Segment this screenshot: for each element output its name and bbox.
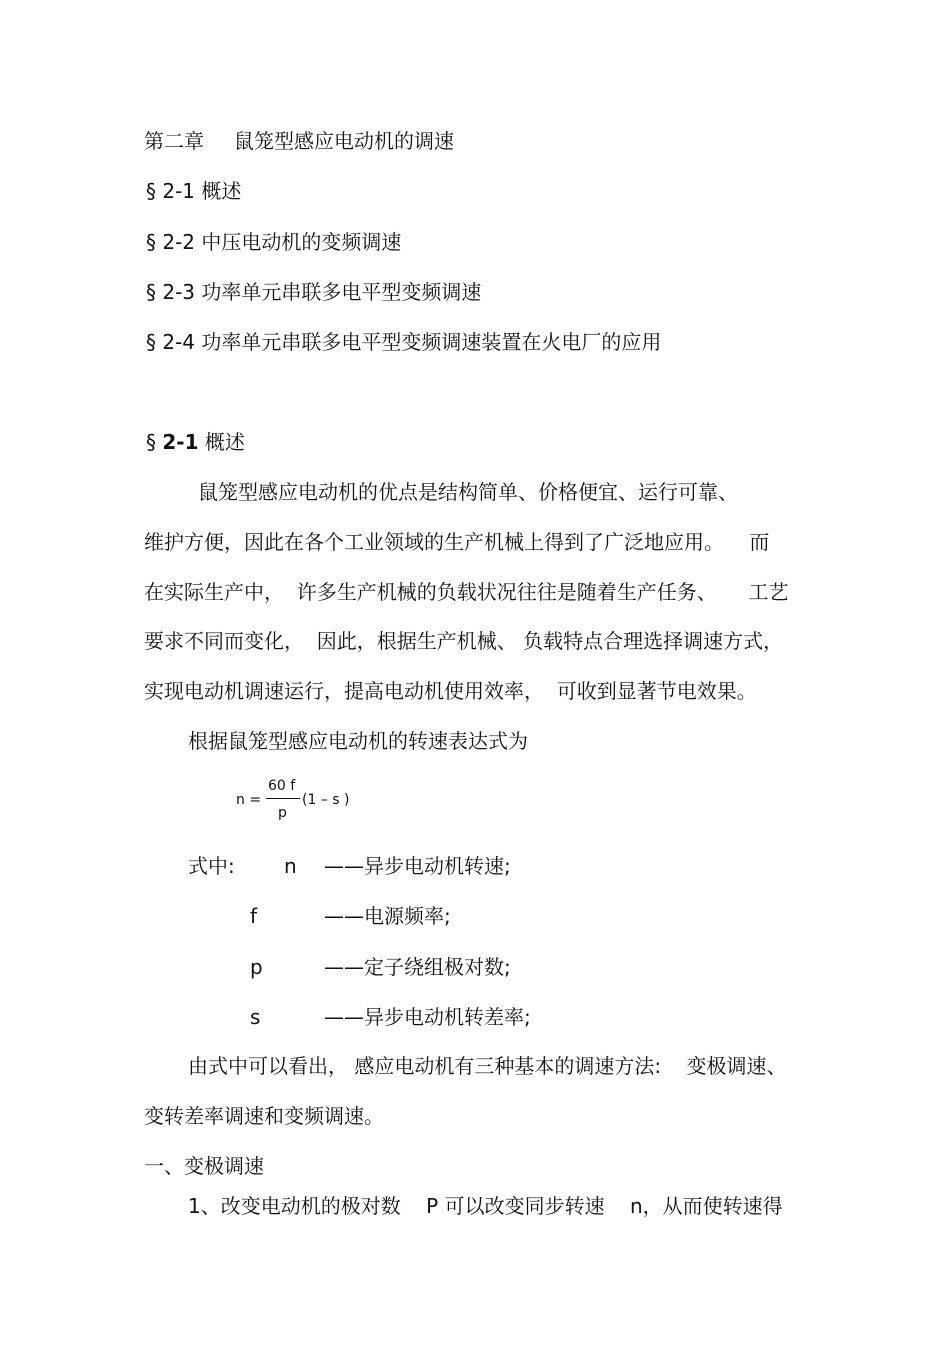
def-symbol: n: [284, 854, 297, 878]
toc-item-2-2: § 2-2 中压电动机的变频调速: [146, 230, 402, 254]
def-description: ——定子绕组极对数;: [324, 955, 511, 979]
chapter-title: 鼠笼型感应电动机的调速: [234, 129, 454, 153]
def-description: ——异步电动机转速;: [324, 854, 511, 878]
paragraph-line: 要求不同而变化， 因此，根据生产机械、 负载特点合理选择调速方式，: [144, 629, 784, 653]
def-symbol: f: [250, 904, 258, 928]
speed-formula: [236, 778, 376, 828]
toc-item-2-1: § 2-1 概述: [146, 179, 242, 203]
formula-denominator: p: [278, 805, 287, 821]
paragraph-line: 1、改变电动机的极对数 P 可以改变同步转速 n，从而使转速得: [188, 1194, 783, 1218]
toc-item-2-3: § 2-3 功率单元串联多电平型变频调速: [146, 280, 482, 304]
chapter-heading: [144, 128, 454, 154]
formula-lhs: n =: [236, 792, 262, 808]
def-description: ——异步电动机转差率;: [324, 1005, 531, 1029]
subsection-heading: 一、变极调速: [144, 1154, 264, 1178]
chapter-label: 第二章: [144, 129, 204, 153]
section-heading: [146, 429, 245, 455]
fraction-bar: [266, 798, 300, 799]
section-number: 2-1: [162, 430, 199, 454]
paragraph-line: 在实际生产中， 许多生产机械的负载状况往往是随着生产任务、 工艺: [144, 580, 789, 604]
section-symbol: §: [146, 430, 163, 454]
definitions-intro: 式中:: [188, 854, 235, 878]
formula-rhs: (1 – s ): [302, 792, 350, 808]
paragraph-line: 鼠笼型感应电动机的优点是结构简单、价格便宜、运行可靠、: [198, 480, 738, 504]
def-description: ——电源频率;: [324, 904, 451, 928]
section-title: 概述: [198, 430, 245, 454]
toc-item-2-4: § 2-4 功率单元串联多电平型变频调速装置在火电厂的应用: [146, 330, 662, 354]
def-symbol: s: [250, 1005, 261, 1029]
formula-numerator: 60 f: [268, 778, 296, 794]
paragraph-line: 实现电动机调速运行，提高电动机使用效率， 可收到显著节电效果。: [144, 679, 757, 703]
paragraph-line: 由式中可以看出， 感应电动机有三种基本的调速方法: 变极调速、: [188, 1054, 787, 1078]
paragraph-line: 维护方便，因此在各个工业领域的生产机械上得到了广泛地应用。 而: [144, 530, 770, 554]
paragraph-line: 变转差率调速和变频调速。: [144, 1104, 384, 1128]
def-symbol: p: [250, 955, 263, 979]
formula-intro: 根据鼠笼型感应电动机的转速表达式为: [188, 729, 528, 753]
